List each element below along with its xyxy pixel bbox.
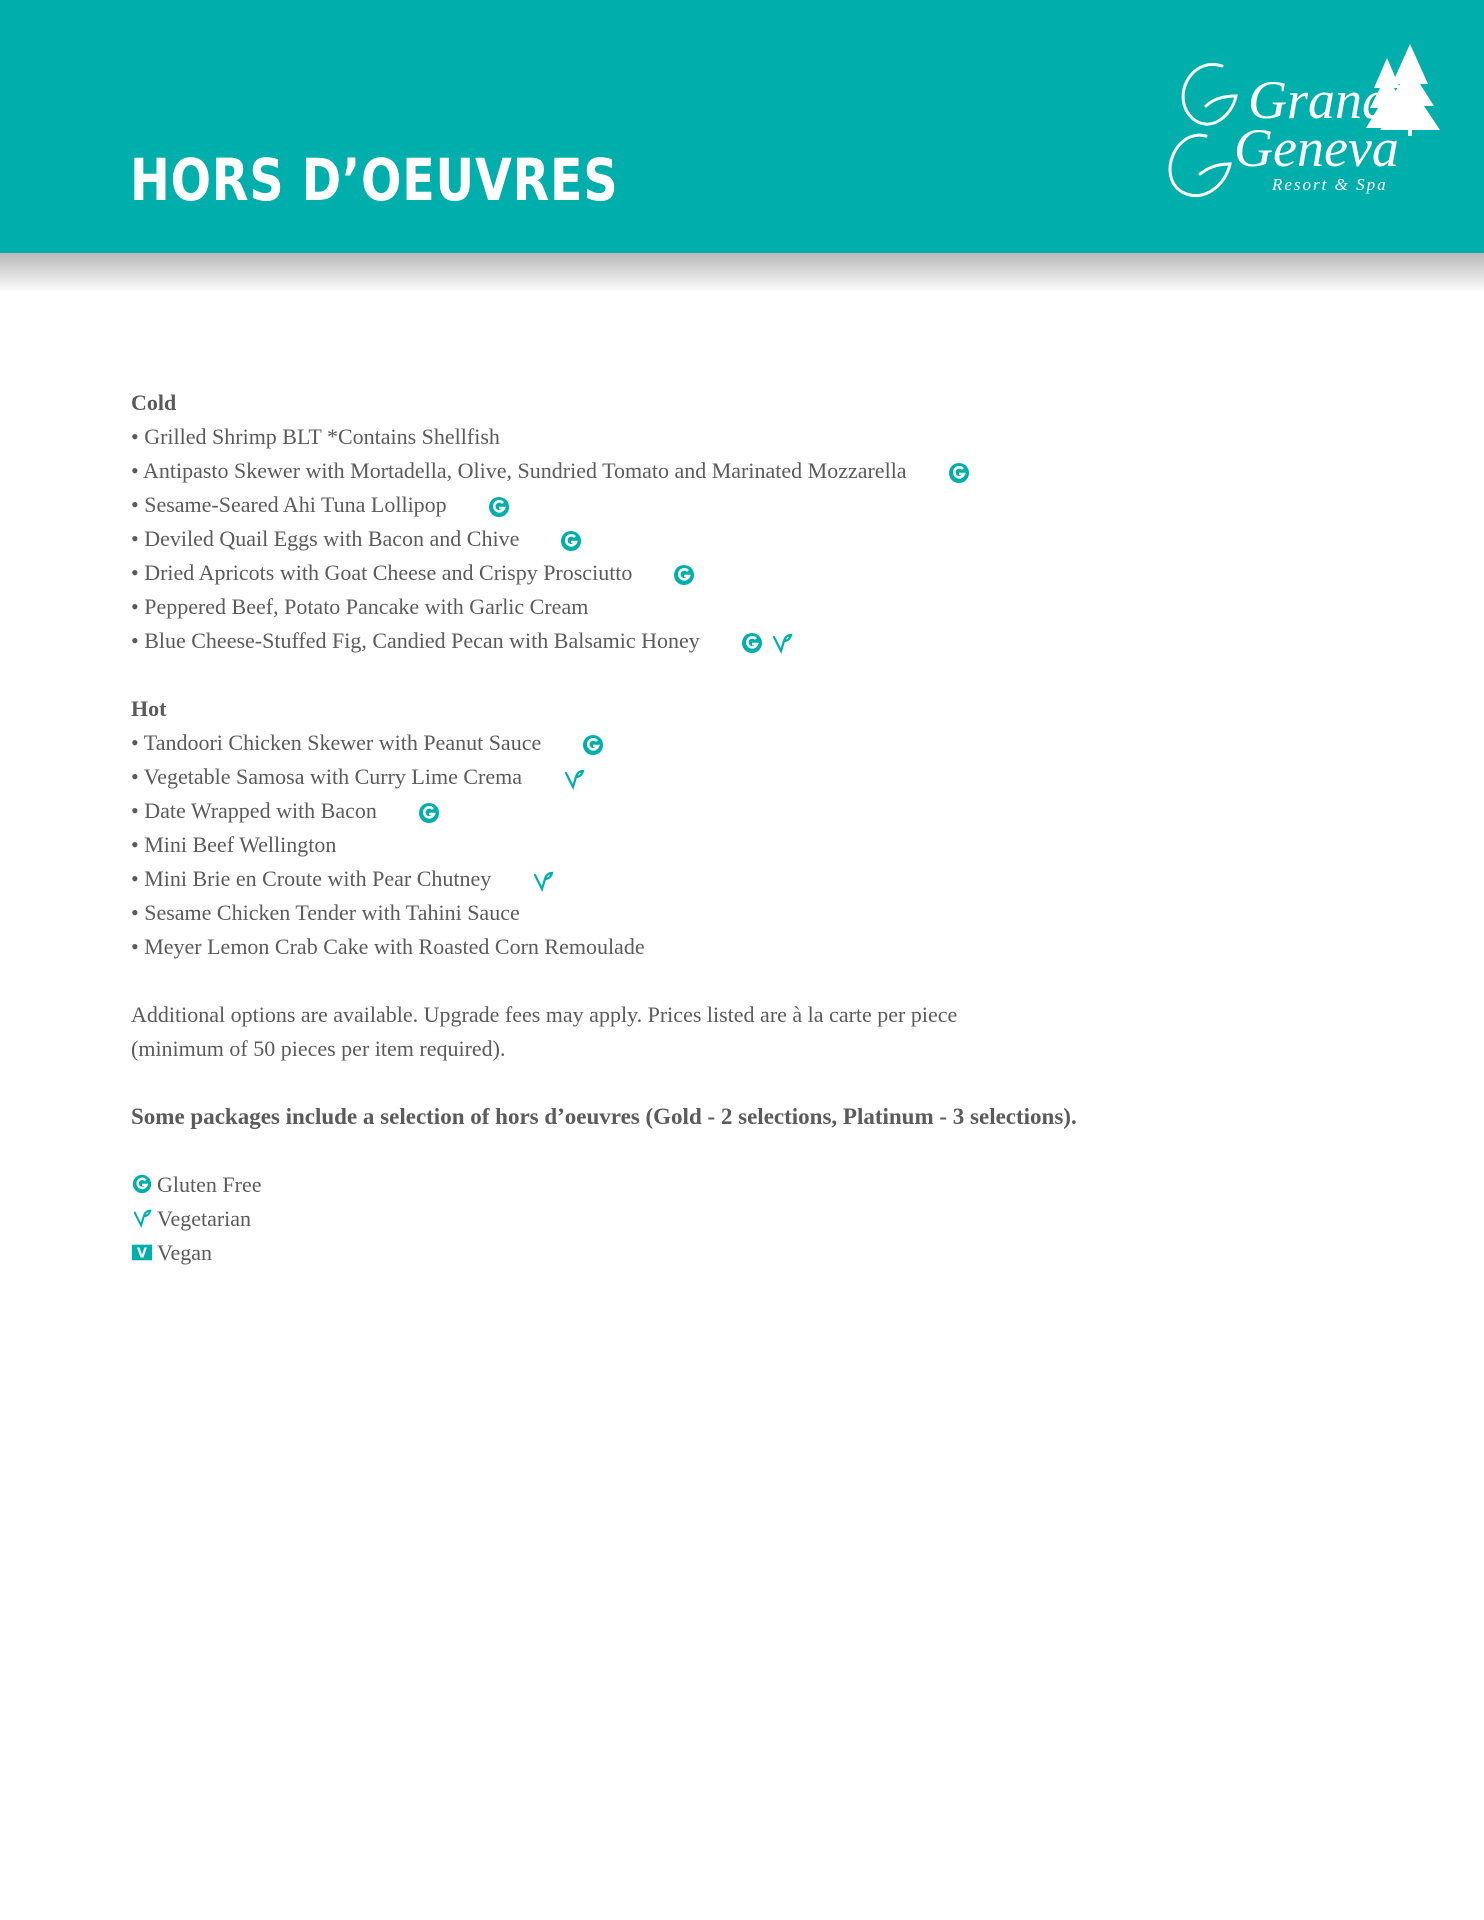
hot-item: [131, 896, 1331, 930]
hot-item-text: • Sesame Chicken Tender with Tahini Sauce: [131, 900, 520, 925]
hot-item-text: • Meyer Lemon Crab Cake with Roasted Corn Remoulade: [131, 934, 645, 959]
spacer: [131, 964, 1331, 998]
logo-grand: Grand: [1248, 70, 1390, 130]
hot-item-text: • Vegetable Samosa with Curry Lime Crema: [131, 764, 522, 789]
hot-item-text: • Tandoori Chicken Skewer with Peanut Sauce: [131, 730, 542, 755]
vegan-icon: [131, 1241, 153, 1263]
hot-items-list: [131, 726, 1331, 964]
vegetarian-icon: [131, 1207, 153, 1229]
hot-item: [131, 828, 1331, 862]
hot-item: [131, 760, 1331, 794]
section-title-hot: Hot: [131, 696, 167, 721]
gluten-free-icon: [559, 529, 583, 553]
packages-note: Some packages include a selection of hors d’oeuvres (Gold - 2 selections, Platinum - 3 selections).: [131, 1104, 1077, 1129]
hot-item: [131, 862, 1331, 896]
gluten-free-icon: [947, 461, 971, 485]
header-banner: [0, 0, 1484, 253]
logo-geneva: Geneva: [1234, 118, 1399, 178]
cold-item: [131, 624, 1331, 658]
cold-item-text: • Dried Apricots with Goat Cheese and Crispy Prosciutto: [131, 560, 633, 585]
hot-item: [131, 794, 1331, 828]
cold-item-text: • Blue Cheese-Stuffed Fig, Candied Pecan with Balsamic Honey: [131, 628, 700, 653]
cold-item-text: • Deviled Quail Eggs with Bacon and Chive: [131, 526, 520, 551]
gluten-free-icon: [131, 1173, 153, 1195]
cold-item: [131, 420, 1331, 454]
legend-label-gluten-free: Gluten Free: [157, 1172, 262, 1197]
cold-item: [131, 556, 1331, 590]
legend-vegan: [131, 1236, 1331, 1270]
legend-vegetarian: [131, 1202, 1331, 1236]
vegetarian-icon: [562, 767, 586, 791]
cold-items-list: [131, 420, 1331, 658]
section-title-cold: Cold: [131, 390, 177, 415]
cold-item: [131, 454, 1331, 488]
additional-options-note: [131, 998, 1331, 1066]
vegetarian-icon: [531, 869, 555, 893]
svg-text:V: V: [137, 1246, 147, 1262]
hot-item-text: • Mini Beef Wellington: [131, 832, 337, 857]
grand-geneva-logo: [1152, 36, 1442, 226]
cold-item: [131, 590, 1331, 624]
cold-item-text: • Grilled Shrimp BLT *Contains Shellfish: [131, 424, 500, 449]
hot-item: [131, 726, 1331, 760]
hot-item-text: • Date Wrapped with Bacon: [131, 798, 377, 823]
legend-gluten-free: [131, 1168, 1331, 1202]
vegetarian-icon: [770, 631, 794, 655]
cold-item: [131, 522, 1331, 556]
legend-label-vegetarian: Vegetarian: [157, 1206, 252, 1231]
gluten-free-icon: [672, 563, 696, 587]
logo-resort-spa: Resort & Spa: [1272, 175, 1388, 194]
gluten-free-icon: [581, 733, 605, 757]
page-title: HORS D’OEUVRES: [130, 146, 619, 214]
header-shadow: [0, 253, 1484, 293]
cold-item-text: • Sesame-Seared Ahi Tuna Lollipop: [131, 492, 447, 517]
hot-item: [131, 930, 1331, 964]
note-line-1: Additional options are available. Upgrade fees may apply. Prices listed are à la carte per piece: [131, 1002, 958, 1027]
cold-item-text: • Antipasto Skewer with Mortadella, Olive, Sundried Tomato and Marinated Mozzarella: [131, 458, 907, 483]
legend-label-vegan: Vegan: [157, 1240, 212, 1265]
cold-item: [131, 488, 1331, 522]
dietary-legend: [131, 1168, 1331, 1270]
gluten-free-icon: [740, 631, 764, 655]
gluten-free-icon: [487, 495, 511, 519]
gluten-free-icon: [417, 801, 441, 825]
cold-item-text: • Peppered Beef, Potato Pancake with Garlic Cream: [131, 594, 589, 619]
menu-content: [131, 386, 1331, 1270]
spacer: [131, 658, 1331, 692]
hot-item-text: • Mini Brie en Croute with Pear Chutney: [131, 866, 492, 891]
note-line-2: (minimum of 50 pieces per item required).: [131, 1036, 506, 1061]
